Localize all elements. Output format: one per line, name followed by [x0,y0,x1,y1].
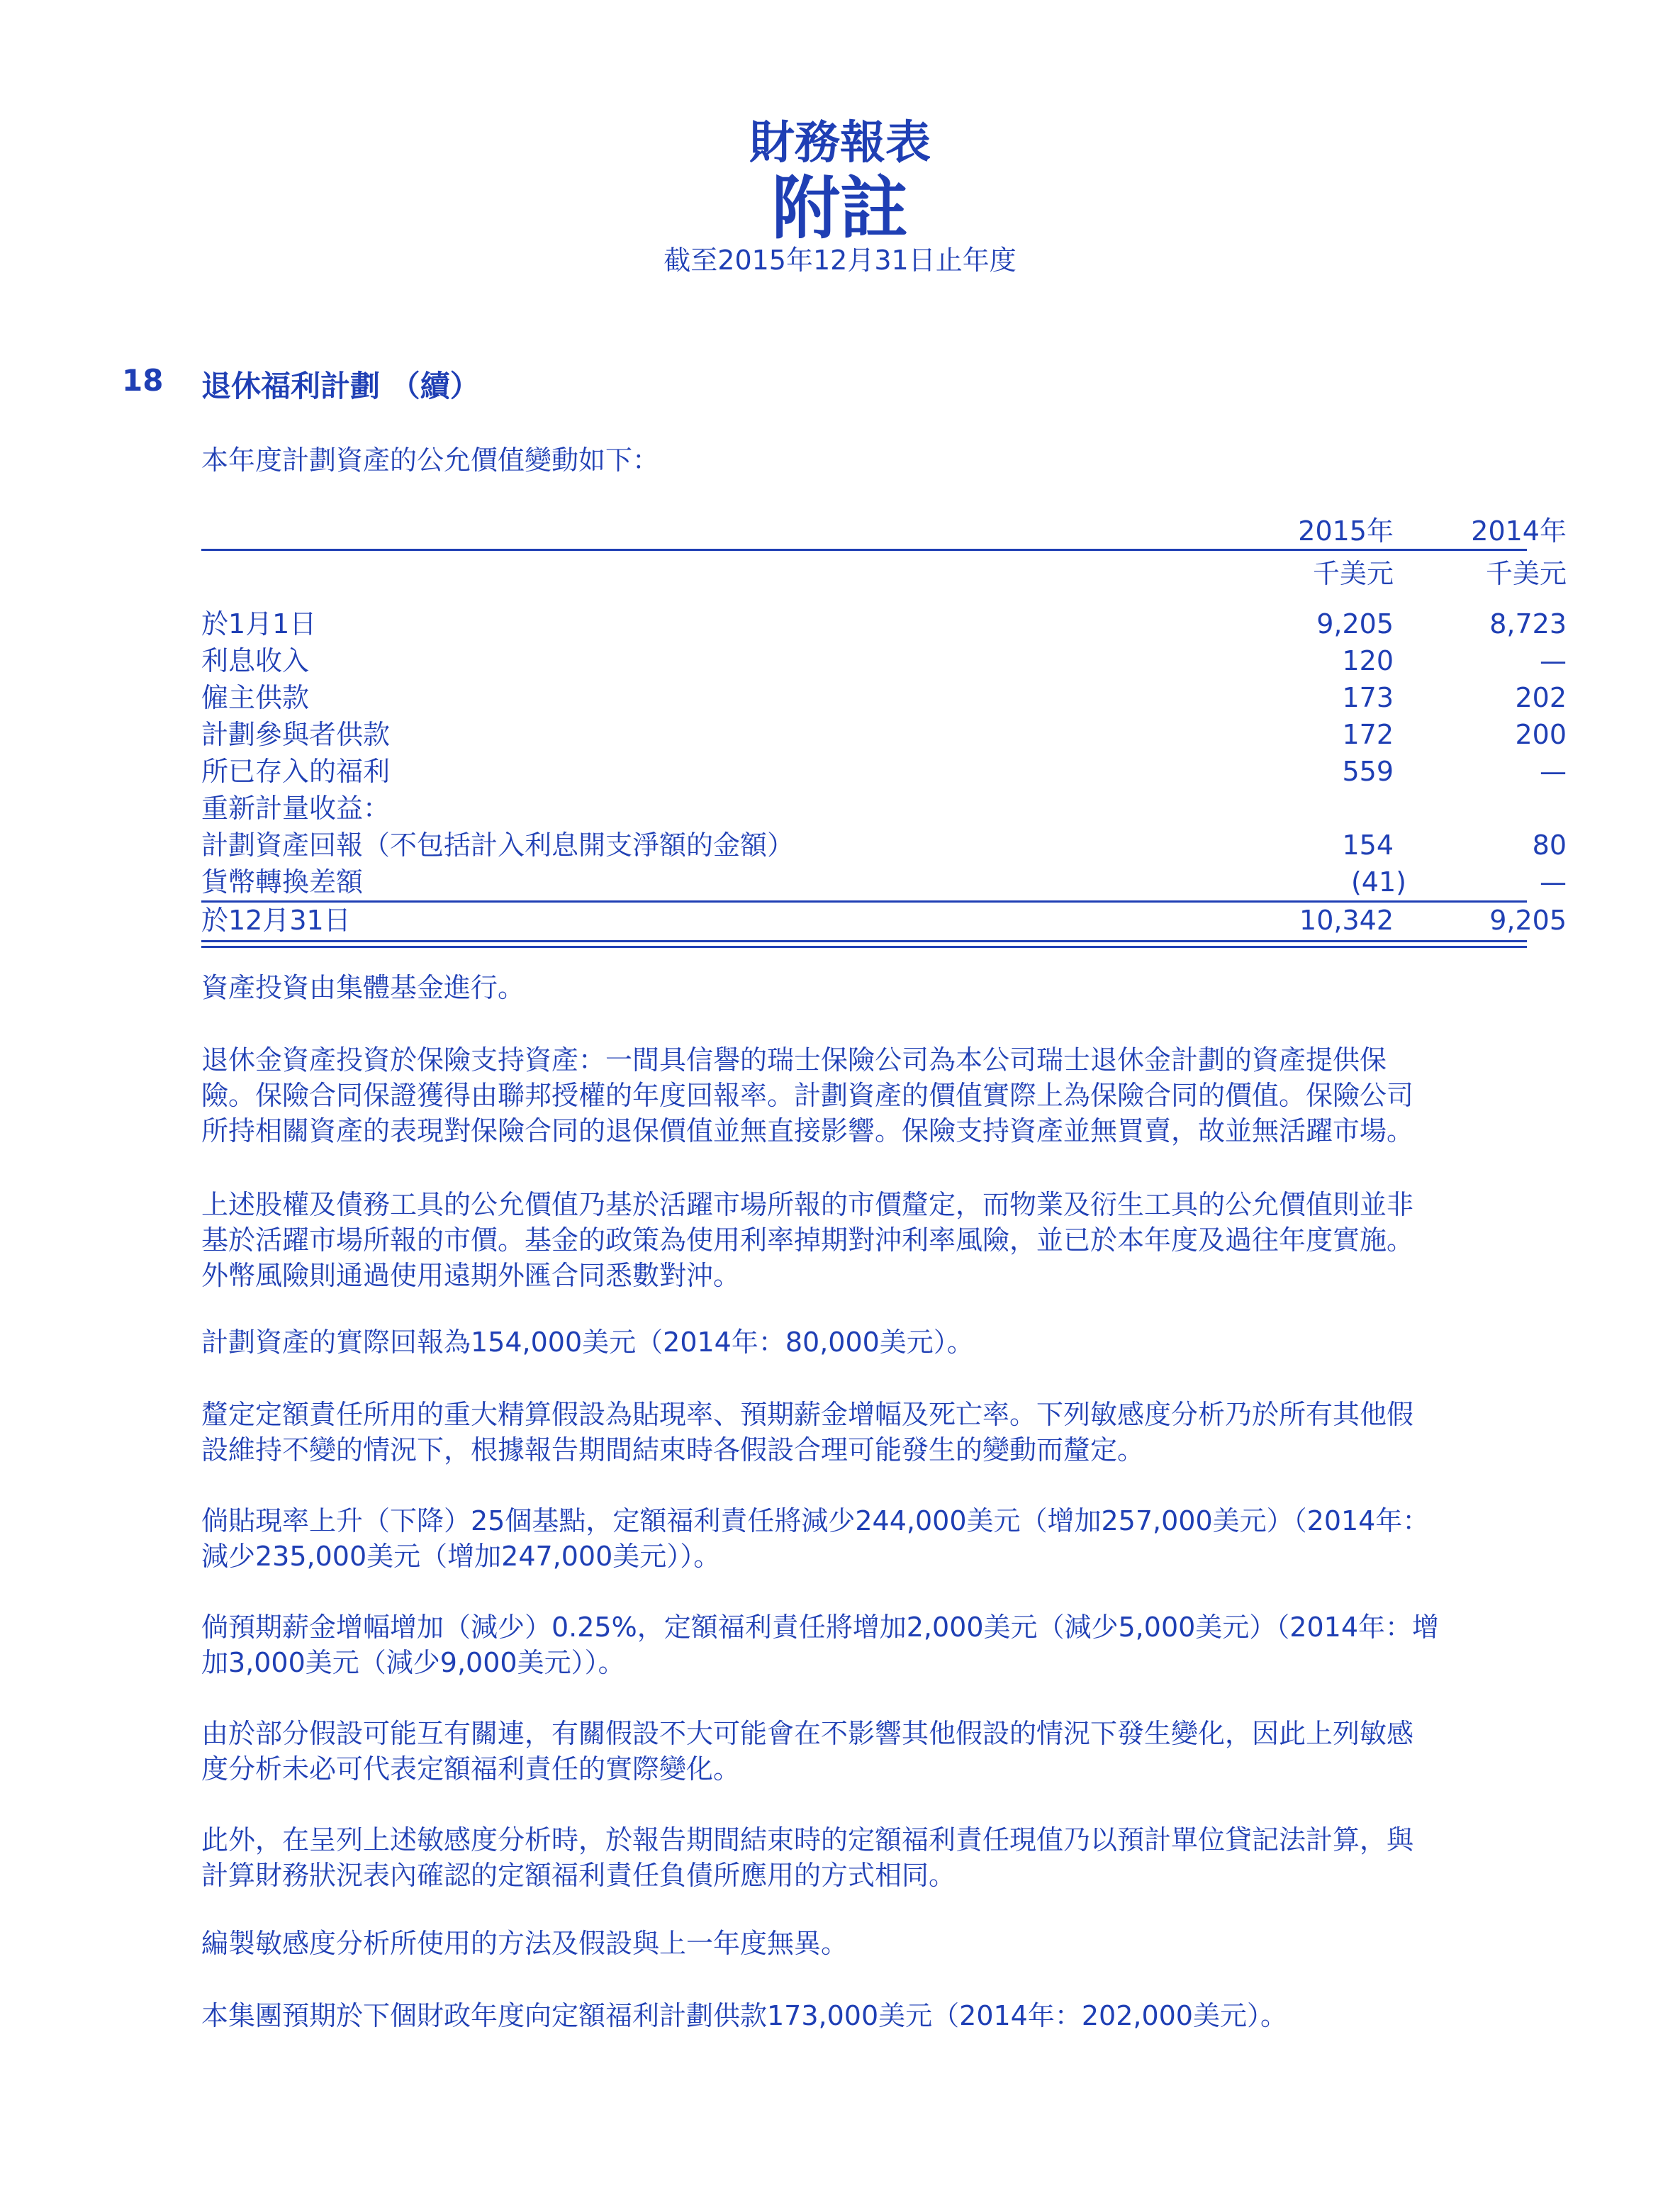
paragraph-line: 所持相關資產的表現對保險合同的退保價值並無直接影響。保險支持資產並無買賣，故並無活躍市場。 [201,1115,1414,1146]
paragraph-line: 編製敏感度分析所使用的方法及假設與上一年度無異。 [201,1928,849,1959]
value-2015: 9,205 [1316,608,1394,640]
section-title: 退休福利計劃 （續） [201,369,480,403]
paragraph [201,1503,1527,1574]
table-row [201,864,1567,900]
paragraph [201,970,1527,1005]
value-2015: 10,342 [1299,905,1394,936]
row-label: 重新計量收益： [201,793,391,824]
paragraph-line: 計算財務狀況表內確認的定額福利責任負債所應用的方式相同。 [201,1860,956,1891]
table-unit-header [201,552,1567,589]
paragraph-line: 退休金資產投資於保險支持資產：一間具信譽的瑞士保險公司為本公司瑞士退休金計劃的資產提供保 [201,1044,1387,1076]
value-2015: 154 [1342,830,1394,861]
row-label: 計劃參與者供款 [201,719,391,750]
header-period: 截至2015年12月31日止年度 [663,245,1017,276]
paragraph-line: 釐定定額責任所用的重大精算假設為貼現率、預期薪金增幅及死亡率。下列敏感度分析乃於所有其他假 [201,1399,1414,1430]
table-year-header [201,509,1567,547]
paragraph [201,1042,1527,1149]
paragraph [201,1187,1527,1293]
paragraph [201,1609,1527,1680]
paragraph-line: 上述股權及債務工具的公允價值乃基於活躍市場所報的市價釐定，而物業及衍生工具的公允價值則並非 [201,1189,1414,1220]
value-2015: (41) [1350,866,1406,898]
paragraph-line: 由於部分假設可能互有關連，有關假設不大可能會在不影響其他假設的情況下發生變化，因此上列敏感 [201,1718,1414,1749]
value-2014: — [1540,756,1567,787]
paragraph-line: 計劃資產的實際回報為154,000美元（2014年：80,000美元）。 [201,1327,974,1358]
row-label: 所已存入的福利 [201,756,391,787]
value-2014: — [1540,866,1567,898]
value-2014: 9,205 [1489,905,1567,936]
paragraph-line: 本集團預期於下個財政年度向定額福利計劃供款173,000美元（2014年：202,000美元）。 [201,2000,1287,2031]
value-2015: 172 [1342,719,1394,750]
paragraph [201,1822,1527,1893]
column-unit-2015: 千美元 [1312,558,1394,589]
table-row [201,716,1567,753]
paragraph [201,1926,1527,1961]
header-subtitle: 附註 [772,169,908,248]
paragraph-line: 外幣風險則通過使用遠期外匯合同悉數對沖。 [201,1260,741,1291]
paragraph-line: 倘貼現率上升（下降）25個基點，定額福利責任將減少244,000美元（增加257,000美元）（2014年： [201,1505,1430,1536]
paragraph [201,1324,1527,1360]
value-2014: 8,723 [1489,608,1567,640]
row-label: 於1月1日 [201,608,317,640]
value-2014: — [1540,645,1567,676]
column-unit-2014: 千美元 [1485,558,1567,589]
row-label: 僱主供款 [201,682,310,713]
table-intro: 本年度計劃資產的公允價值變動如下： [201,445,660,476]
paragraph-line: 基於活躍市場所報的市價。基金的政策為使用利率掉期對沖利率風險，並已於本年度及過往年度實施。 [201,1224,1414,1256]
row-label: 貨幣轉換差額 [201,866,364,898]
row-label: 計劃資產回報（不包括計入利息開支淨額的金額） [201,830,795,861]
row-label: 利息收入 [201,645,310,676]
paragraph-line: 此外，在呈列上述敏感度分析時，於報告期間結束時的定額福利責任現值乃以預計單位貸記法計算，與 [201,1824,1414,1855]
column-year-2014: 2014年 [1471,515,1567,547]
paragraph-line: 設維持不變的情況下，根據報告期間結束時各假設合理可能發生的變動而釐定。 [201,1434,1145,1466]
table-row [201,679,1567,716]
table-row [201,753,1567,790]
paragraph [201,1998,1527,2033]
total-double-rule [201,940,1527,948]
paragraph-line: 資產投資由集體基金進行。 [201,972,525,1003]
paragraph [201,1716,1527,1787]
value-2015: 120 [1342,645,1394,676]
table-row [201,827,1567,864]
table-row [201,605,1567,642]
paragraph-line: 減少235,000美元（增加247,000美元））。 [201,1541,721,1572]
table-row [201,642,1567,679]
value-2014: 200 [1515,719,1567,750]
table-row [201,790,1527,827]
table-row-total [201,902,1567,939]
section-number: 18 [122,363,164,398]
value-2014: 202 [1515,682,1567,713]
value-2014: 80 [1532,830,1567,861]
paragraph-line: 倘預期薪金增幅增加（減少）0.25%，定額福利責任將增加2,000美元（減少5,000美元）（2014年：增 [201,1612,1439,1643]
value-2015: 173 [1342,682,1394,713]
value-2015: 559 [1342,756,1394,787]
row-label: 於12月31日 [201,905,351,936]
column-year-2015: 2015年 [1298,515,1394,547]
paragraph-line: 加3,000美元（減少9,000美元））。 [201,1647,625,1678]
paragraph-line: 度分析未必可代表定額福利責任的實際變化。 [201,1753,741,1785]
paragraph [201,1397,1527,1468]
table-header-rule [201,549,1527,551]
header-title: 財務報表 [749,117,931,169]
paragraph-line: 險。保險合同保證獲得由聯邦授權的年度回報率。計劃資產的價值實際上為保險合同的價值。保險公司 [201,1080,1414,1111]
